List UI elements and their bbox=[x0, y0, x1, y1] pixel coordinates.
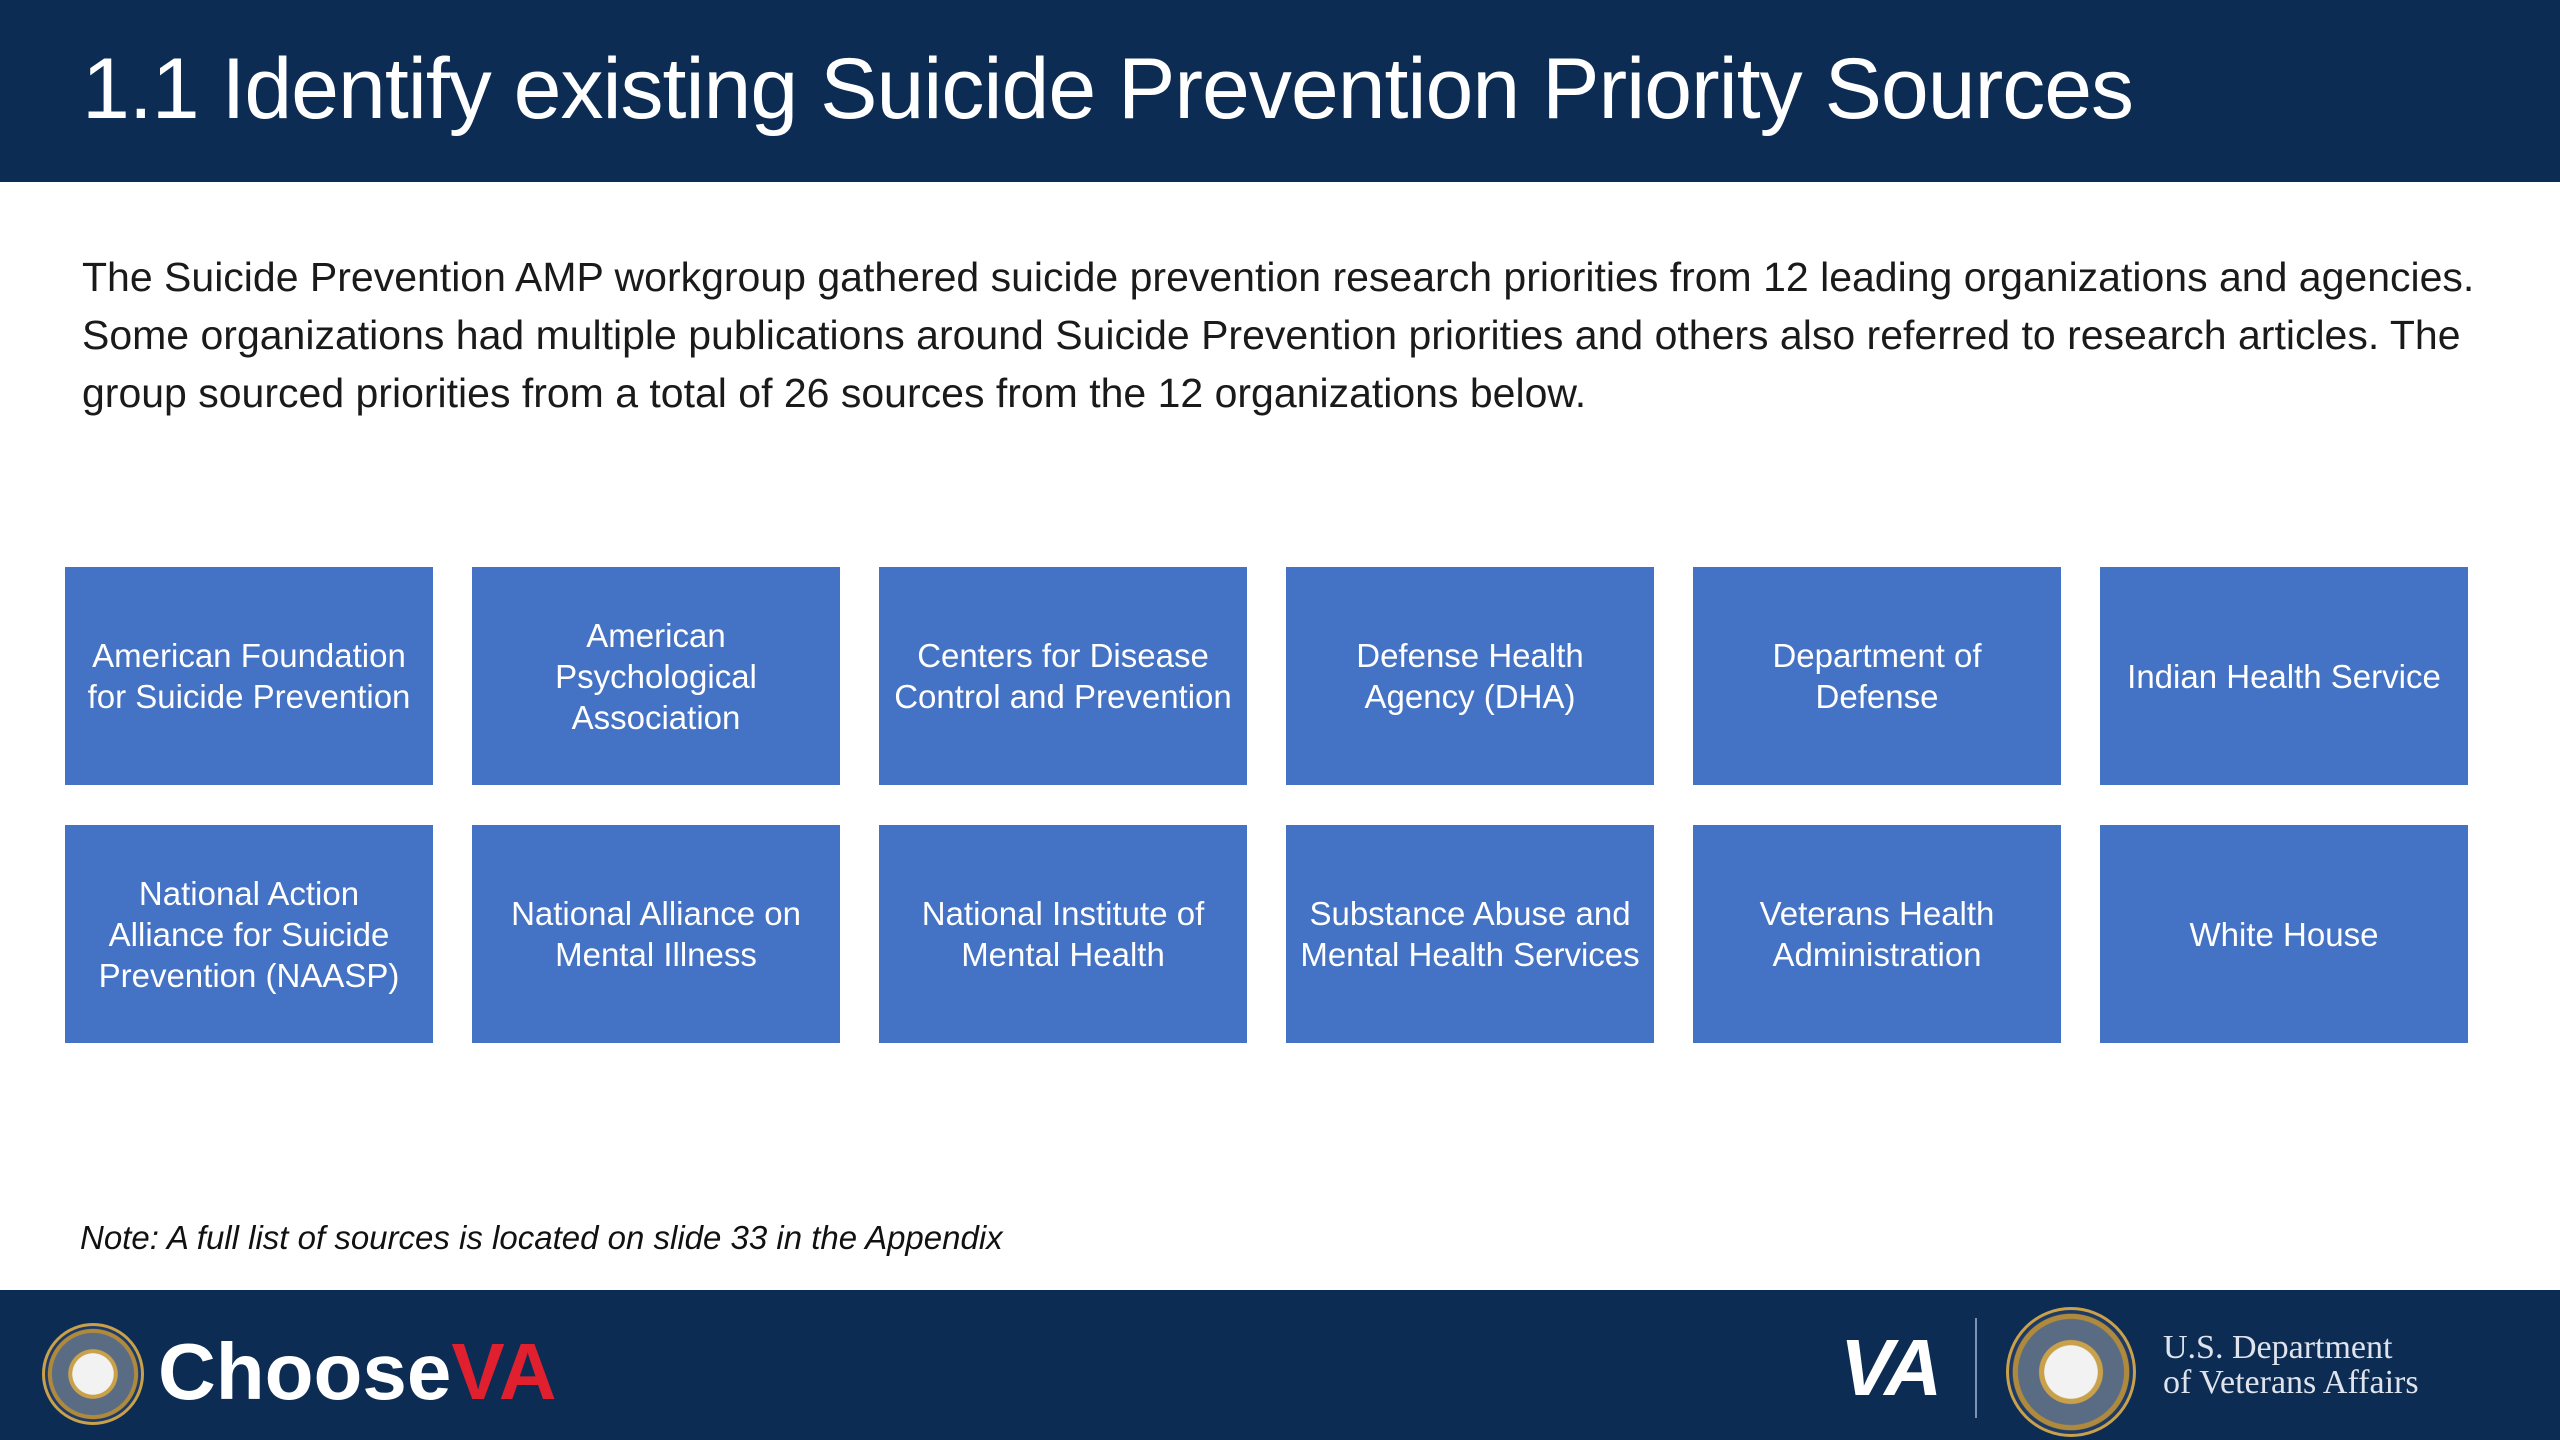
choose-va-text: VA bbox=[451, 1327, 557, 1416]
org-box: White House bbox=[2100, 825, 2468, 1043]
org-box: American Psychological Association bbox=[472, 567, 840, 785]
choose-text: Choose bbox=[158, 1327, 452, 1416]
va-seal-icon bbox=[2006, 1307, 2136, 1437]
appendix-note: Note: A full list of sources is located on slide 33 in the Appendix bbox=[80, 1219, 1003, 1256]
org-box: Department of Defense bbox=[1693, 567, 2061, 785]
org-box: National Action Alliance for Suicide Prevention (NAASP) bbox=[65, 825, 433, 1043]
footer-divider bbox=[1975, 1318, 1977, 1418]
department-name-line1: U.S. Department bbox=[2163, 1329, 2393, 1366]
org-box: Substance Abuse and Mental Health Services bbox=[1286, 825, 1654, 1043]
org-box: Veterans Health Administration bbox=[1693, 825, 2061, 1043]
department-name bbox=[2163, 1330, 2419, 1400]
department-name-line2: of Veterans Affairs bbox=[2163, 1364, 2419, 1401]
org-box: Centers for Disease Control and Prevention bbox=[879, 567, 1247, 785]
intro-paragraph: The Suicide Prevention AMP workgroup gathered suicide prevention research priorities from 12 leading organizations and agencies. Some organizations had multiple publications around Suicide Prevention priorities and others also referred to research articles. The group sourced priorities from a total of 26 sources from the 12 organizations below. bbox=[82, 254, 2475, 416]
slide-title: 1.1 Identify existing Suicide Prevention Priority Sources bbox=[82, 41, 2134, 137]
organization-grid bbox=[65, 567, 2470, 1043]
choose-va-logo bbox=[158, 1322, 557, 1422]
title-bar bbox=[0, 0, 2560, 182]
va-seal-icon bbox=[42, 1323, 144, 1425]
org-box: National Institute of Mental Health bbox=[879, 825, 1247, 1043]
va-logo: VA bbox=[1840, 1323, 1940, 1412]
org-box: American Foundation for Suicide Prevention bbox=[65, 567, 433, 785]
org-box: Indian Health Service bbox=[2100, 567, 2468, 785]
org-box: National Alliance on Mental Illness bbox=[472, 825, 840, 1043]
org-box: Defense Health Agency (DHA) bbox=[1286, 567, 1654, 785]
